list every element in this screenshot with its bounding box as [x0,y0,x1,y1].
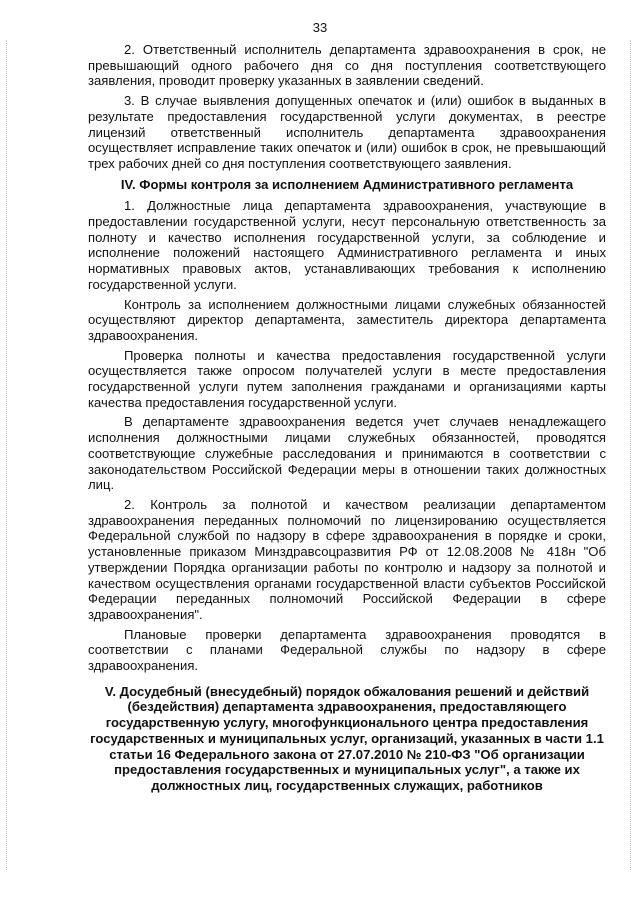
paragraph: Контроль за исполнением должностными лицами служебных обязанностей осуществляют директор департамента, заместитель директора департамента здравоохранения. [88,296,606,343]
paragraph: 2. Ответственный исполнитель департамента здравоохранения в срок, не превышающий одного рабочего дня со дня поступления соответствующего заявления, проводит проверку указанных в заявлении сведений. [88,42,606,89]
paragraph: 2. Контроль за полнотой и качеством реализации департаментом здравоохранения переданных полномочий по лицензированию осуществляется Федеральной службой по надзору в сфере здравоохранения в порядке и сроки, установленные приказом Минздравсоцразвития РФ от 12.08.2008 № 418н "Об утверждении Порядка организации работы по контролю и надзору за полнотой и качеством осуществления органами государственной власти субъектов Российской Федерации переданных полномочий Российской Федерации в сфере здравоохранения". [88,496,606,622]
page-number: 33 [312,20,328,35]
paragraph: Плановые проверки департамента здравоохранения проводятся в соответствии с планами Федеральной службы по надзору в сфере здравоохранения. [88,626,606,674]
paragraph: В департаменте здравоохранения ведется учет случаев ненадлежащего исполнения должностными лицами служебных обязанностей, проводятся соответствующие служебные расследования и принимаются в соответствии с законодательством Российской Федерации меры в отношении таких должностных лиц. [88,414,606,493]
paragraph: 1. Должностные лица департамента здравоохранения, участвующие в предоставлении государственной услуги, несут персональную ответственность за полноту и качество исполнения государственной услуги, за соблюдение и исполнение положений настоящего Административного регламента и иных нормативных правовых актов, устанавливающих требования к исполнению государственной услуги. [88,198,606,292]
scan-edge-right [630,40,631,870]
section-heading-v: V. Досудебный (внесудебный) порядок обжалования решений и действий (бездействия) департамента здравоохранения, предоставляющего государственную услугу, многофункционального центра предоставления государственных и муниципальных услуг, организаций, указанных в части 1.1 статьи 16 Федерального закона от 27.07.2010 № 210-ФЗ "Об организации предоставления государственных и муниципальных услуг", а также их должностных лиц, государственных служащих, работников [90,683,604,793]
section-heading-iv: IV. Формы контроля за исполнением Административного регламента [120,176,574,192]
scan-edge-left [6,40,7,870]
paragraph: Проверка полноты и качества предоставления государственной услуги осуществляется также опросом получателей услуги в месте предоставления государственной услуги путем заполнения гражданами и организациями карты качества предоставления государственной услуги. [88,347,606,410]
paragraph: 3. В случае выявления допущенных опечаток и (или) ошибок в выданных в результате предоставления государственной услуги документах, в реестре лицензий ответственный исполнитель департамента здравоохранения осуществляет исправление таких опечаток и (или) ошибок в срок, не превышающий трех рабочих дней со дня поступления соответствующего заявления. [88,93,606,171]
document-body [88,42,606,800]
